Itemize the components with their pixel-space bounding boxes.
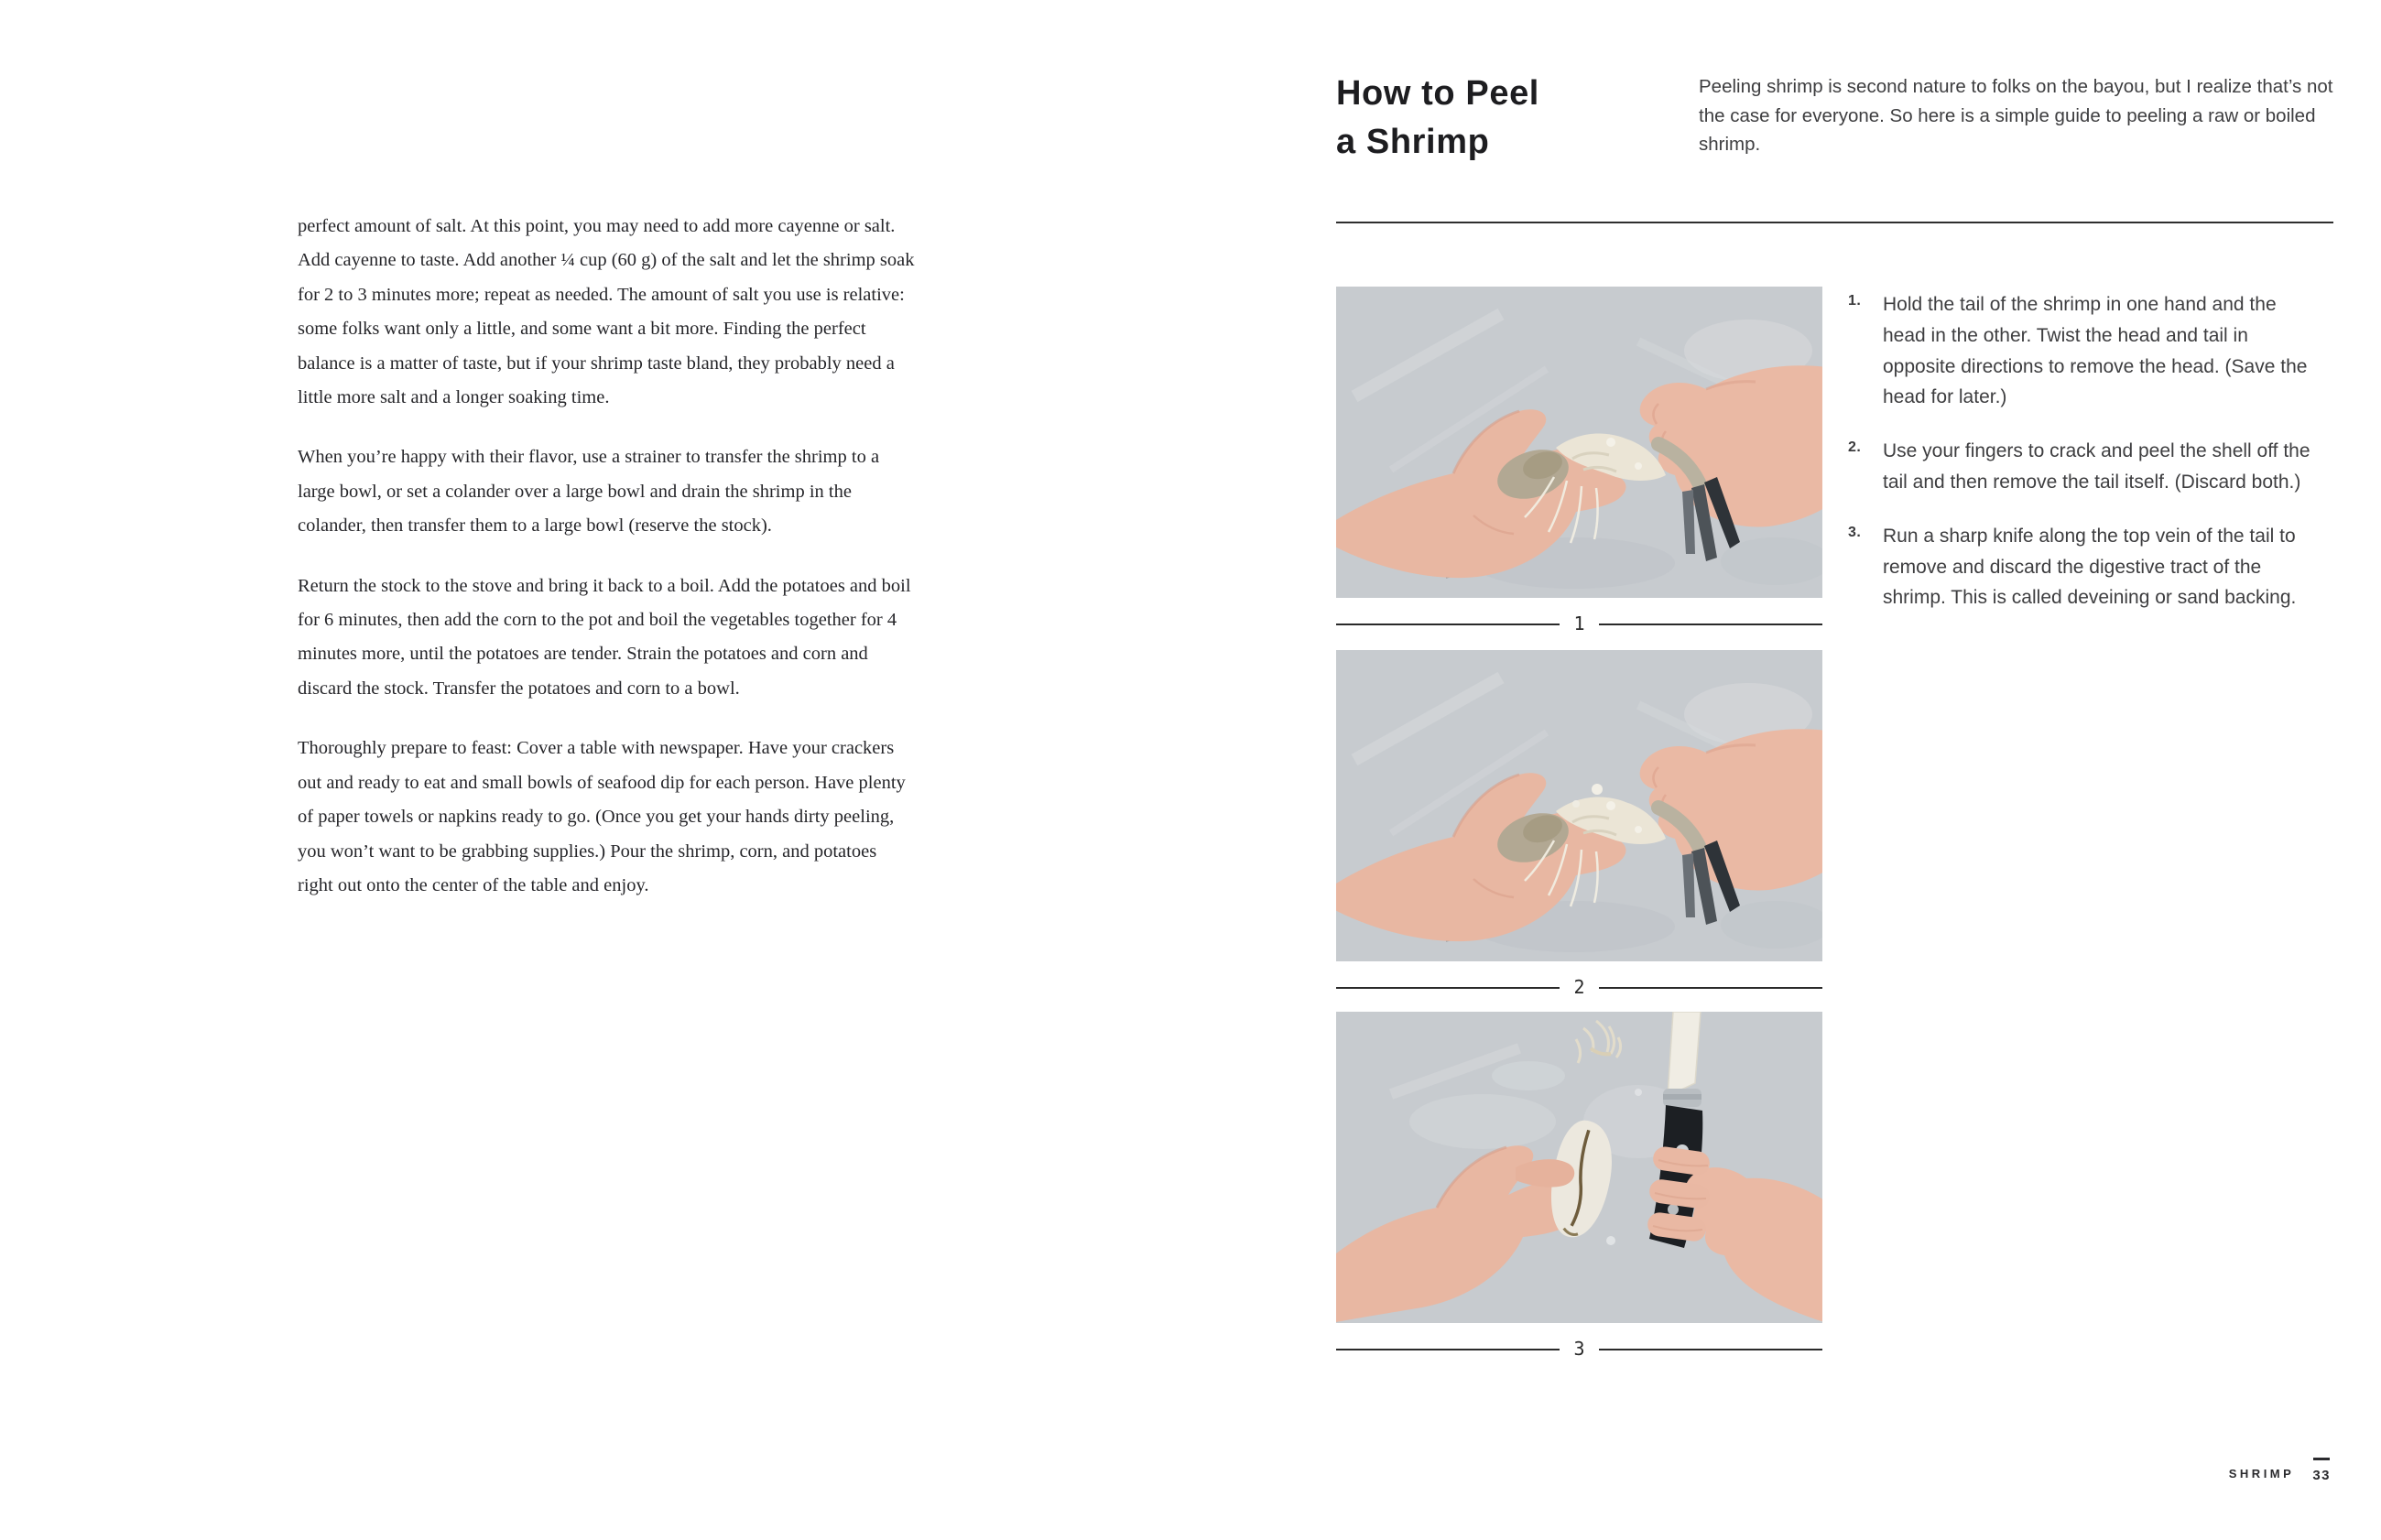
- step-1-caption: [1336, 613, 1822, 635]
- step-text: Hold the tail of the shrimp in one hand and the head in the other. Twist the head and tail in opposite directions to remove the head. (Save the head for later.): [1883, 294, 2308, 408]
- recipe-body-text: [298, 210, 917, 928]
- caption-rule-right: [1599, 624, 1822, 625]
- intro-text: Peeling shrimp is second nature to folks on the bayou, but I realize that’s not the case for everyone. So here is a simple guide to peeling a raw or boiled shrimp.: [1699, 76, 2333, 155]
- caption-rule-left: [1336, 624, 1560, 625]
- section-label: SHRIMP: [2228, 1467, 2295, 1480]
- caption-rule-right: [1599, 1349, 1822, 1350]
- step-3-photo: [1336, 1012, 1822, 1323]
- caption-number: 1: [1573, 613, 1585, 634]
- caption-rule-right: [1599, 987, 1822, 989]
- step-1-photo: [1336, 287, 1822, 598]
- page-number-block: [2312, 1458, 2331, 1483]
- step-3-figure: [1336, 1012, 1822, 1361]
- step-text: Run a sharp knife along the top vein of the tail to remove and discard the digestive tract of the shrimp. This is called deveining or sand backing.: [1883, 525, 2297, 609]
- step-1-figure: [1336, 287, 1822, 635]
- page-number-rule: [2313, 1458, 2330, 1460]
- body-paragraph: Thoroughly prepare to feast: Cover a table with newspaper. Have your crackers out and ready to eat and small bowls of seafood dip for each person. Have plenty of paper towels or napkins ready to go. (Once you get your hands dirty peeling, you won’t want to be grabbing supplies.) Pour the shrimp, corn, and potatoes right out onto the center of the table and enjoy.: [298, 738, 906, 895]
- caption-number: 2: [1573, 976, 1585, 998]
- instruction-step-3: [1848, 521, 2321, 613]
- page-number: 33: [2312, 1468, 2331, 1483]
- body-paragraph: When you’re happy with their flavor, use a strainer to transfer the shrimp to a large bowl, or set a colander over a large bowl and drain the shrimp in the colander, then transfer them to a large bowl (reserve the stock).: [298, 447, 880, 537]
- instruction-step-2: [1848, 436, 2321, 498]
- step-text: Use your fingers to crack and peel the shell off the tail and then remove the tail itself. (Discard both.): [1883, 440, 2310, 493]
- body-paragraph: Return the stock to the stove and bring it back to a boil. Add the potatoes and boil for 6 minutes, then add the corn to the pot and boil the vegetables together for 4 minutes more, until the potatoes are tender. Strain the potatoes and corn and discard the stock. Transfer the potatoes and corn to a bowl.: [298, 575, 911, 699]
- step-number: 3.: [1848, 524, 1862, 540]
- instruction-step-1: [1848, 289, 2321, 413]
- page-title: [1336, 70, 1539, 167]
- body-paragraph: perfect amount of salt. At this point, you may need to add more cayenne or salt. Add cayenne to taste. Add another ¼ cup (60 g) of the salt and let the shrimp soak for 2 to 3 minutes more; repeat as needed. The amount of salt you use is relative: some folks want only a little, and some want a bit more. Finding the perfect balance is a matter of taste, but if your shrimp taste bland, they probably need a little more salt and a longer soaking time.: [298, 216, 915, 408]
- caption-rule-left: [1336, 1349, 1560, 1350]
- caption-rule-left: [1336, 987, 1560, 989]
- step-number: 1.: [1848, 293, 1862, 309]
- step-3-caption: [1336, 1339, 1822, 1361]
- step-2-photo: [1336, 650, 1822, 961]
- step-2-caption: [1336, 977, 1822, 999]
- caption-number: 3: [1573, 1338, 1585, 1360]
- step-number: 2.: [1848, 439, 1862, 456]
- step-2-figure: [1336, 650, 1822, 999]
- instruction-list: [1848, 289, 2321, 636]
- page-footer: [2229, 1458, 2331, 1483]
- page-title-line-1: How to Peel: [1336, 74, 1539, 113]
- header-divider-rule: [1336, 222, 2333, 223]
- page-title-line-2: a Shrimp: [1336, 123, 1490, 161]
